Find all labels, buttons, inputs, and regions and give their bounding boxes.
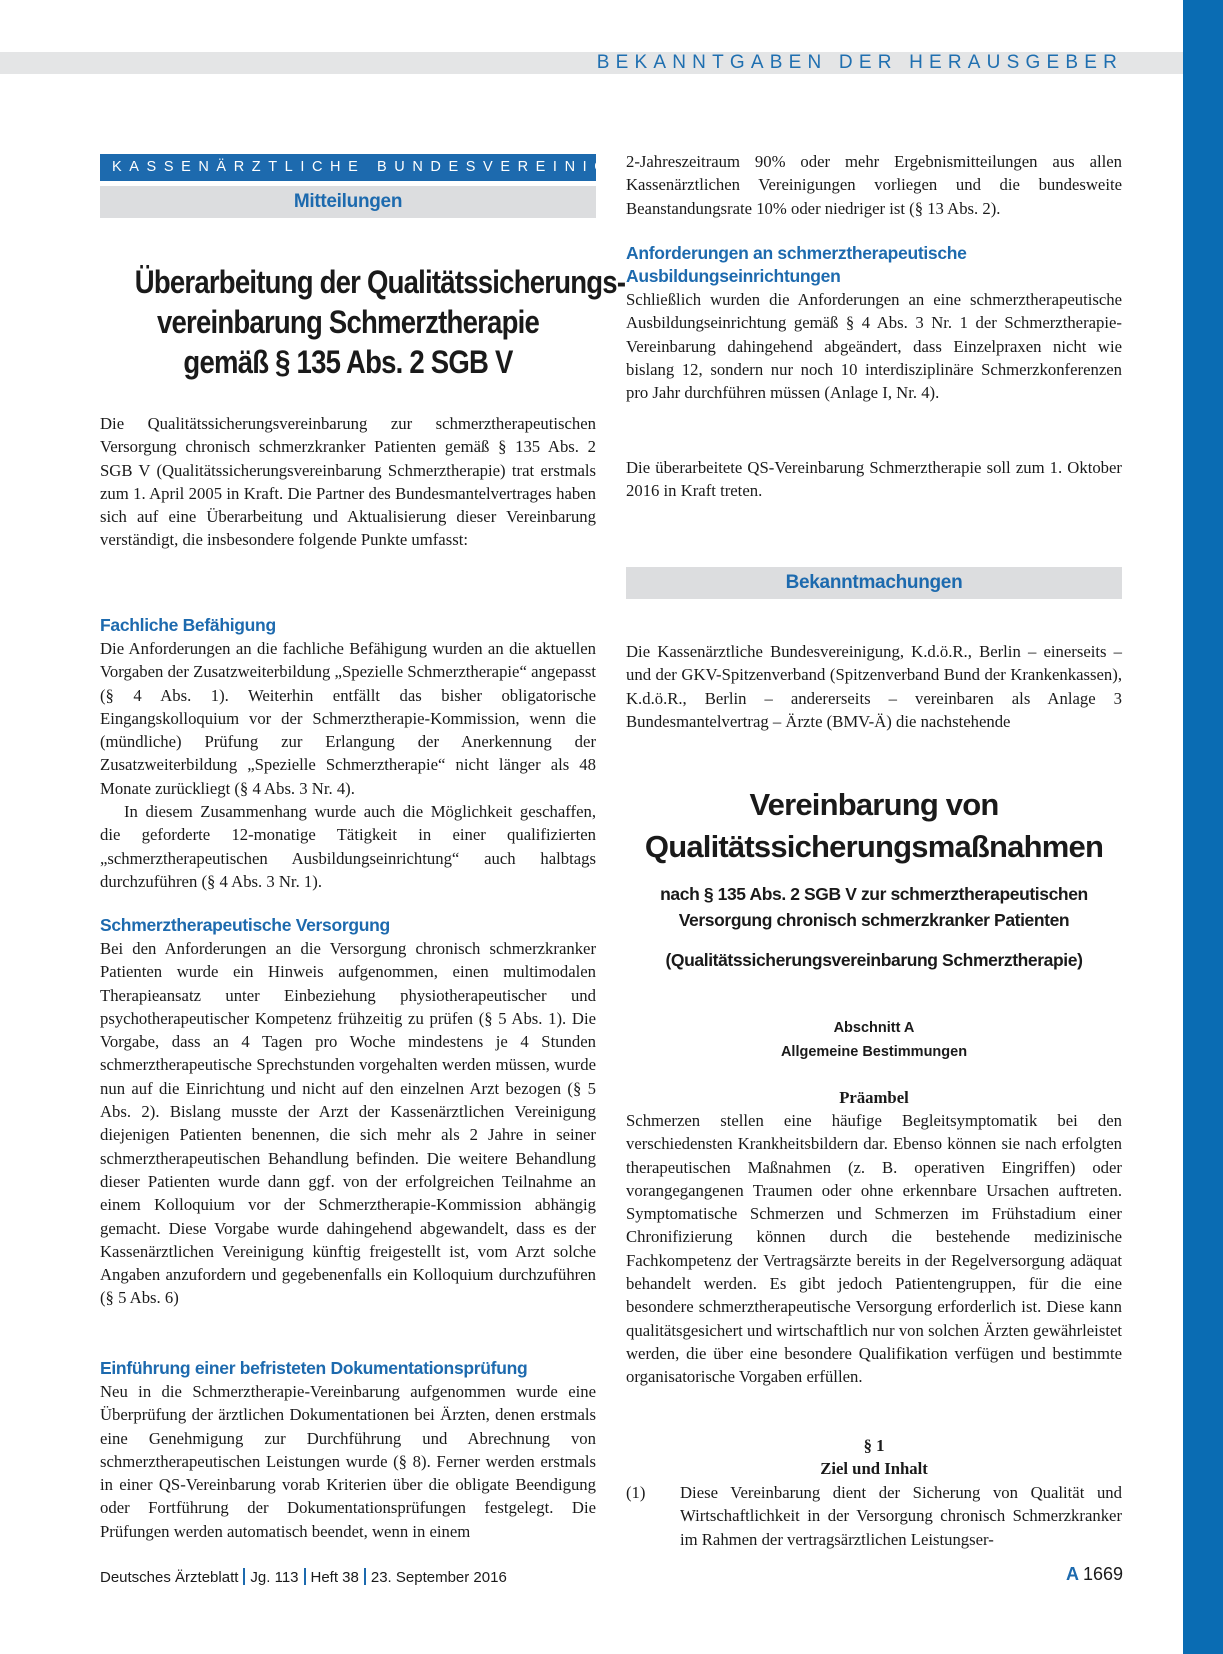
section-title: Allgemeine Bestimmungen: [780, 1044, 968, 1060]
right-accent-bar: [1183, 0, 1223, 1654]
org-label: KASSENÄRZTLICHE BUNDESVEREINIGUNG: [100, 154, 596, 181]
paragraph-preamble: Schmerzen stellen eine häufige Begleitsymptomatik bei den verschiedensten Krankheitsbildern dar. Ebenso können sie nach erfolgten therapeutischen Maßnahmen (z. B. operativen Eingriffen) oder vorangegangenen Traumen oder ohne erkennbare Ursachen auftreten. Symptomatische Schmerzen und Schmerzen im Frühstadium einer Chronifizierung können durch die bestehende medizinische Fachkompetenz der Vertragsärzte bereits in der Regelversorgung adäquat behandelt werden. Es gibt jedoch Patientengruppen, für die eine besondere schmerztherapeutische Versorgung erforderlich ist. Diese kann qualitätsgesichert und wirtschaftlich nur von solchen Ärzten gewährleistet werden, die über eine besondere Qualifikation verfügen und bestimmte organisatorische Vorgaben erfüllen.: [626, 1111, 1122, 1387]
article-title-line: gemäß § 135 Abs. 2 SGB V: [183, 344, 513, 380]
article-title-line: vereinbarung Schmerztherapie: [156, 304, 540, 340]
paragraph-versorgung: Bei den Anforderungen an die Versorgung chronisch schmerzkranker Patienten wurde ein Hinweis aufgenommen, einen multimodalen Therapieansatz unter Einbeziehung physiotherapeutischer und psychotherapeutischer Kompetenz frühzeitig zu prüfen (§ 5 Abs. 1). Die Vorgabe, dass an 4 Tagen pro Woche mindestens je 4 Stunden schmerztherapeutische Sprechstunden vorgehalten werden müssen, wurde nun auf die Einrichtung und nicht auf den einzelnen Arzt bezogen (§ 5 Abs. 2). Bislang musste der Arzt der Kassenärztlichen Vereinigung diejenigen Patienten benennen, die sich mehr als 2 Jahre in seiner schmerztherapeutischen Behandlung befinden. Die weitere Behandlung dieser Patienten wurde dann ggf. von der erfolgreichen Teilnahme an einem Kolloquium vor der Schmerztherapie-Kommission abhängig gemacht. Diese Vorgabe wurde dahingehend abgewandelt, dass es der Kassenärztlichen Vereinigung künftig freigestellt ist, vom Arzt solche Angaben anzufordern und gegebenenfalls ein Kolloquium durchzuführen (§ 5 Abs. 6): [100, 939, 596, 1308]
agreement-title-line: Qualitätssicherungsmaßnahmen: [644, 829, 1104, 864]
paragraph-dokumentationspruefung: Neu in die Schmerztherapie-Vereinbarung aufgenommen wurde eine Überprüfung der ärztlichen Dokumentationen bei Ärzten, denen erstmals eine Genehmigung zur Durchführung und Abrechnung von schmerztherapeutischen Leistungen wurde (§ 8). Ferner werden erstmals in einer QS-Vereinbarung vorab Kriterien über die obligate Beendigung oder Fortführung der Dokumentationsprüfungen festgelegt. Die Prüfungen werden automatisch beendet, wenn in einem: [100, 1382, 596, 1541]
heading-line: Ausbildungseinrichtungen: [626, 266, 841, 286]
list-item-number: (1): [626, 1483, 646, 1502]
article-title-line: Überarbeitung der Qualitätssicherungs-: [134, 264, 626, 300]
paragraph-inkrafttreten: Die überarbeitete QS-Vereinbarung Schmerztherapie soll zum 1. Oktober 2016 in Kraft treten.: [626, 458, 1122, 501]
list-item-text: Diese Vereinbarung dient der Sicherung von Qualität und Wirtschaftlichkeit in der Versorgung chronisch Schmerzkranker im Rahmen der vertragsärztlichen Leistungser-: [680, 1483, 1122, 1549]
heading-fachliche-befaehigung: Fachliche Befähigung: [100, 615, 276, 635]
paragraph-fachliche-befaehigung-1: Die Anforderungen an die fachliche Befähigung wurden an die aktuellen Vorgaben der Zusatzweiterbildung „Spezielle Schmerztherapie“ angepasst (§ 4 Abs. 1). Weiterhin entfällt das bisher obligatorische Eingangskolloquium vor der Schmerztherapie-Kommission, wenn die (mündliche) Prüfung zur Erlangung der Anerkennung der Zusatzweiterbildung „Spezielle Schmerztherapie“ nicht länger als 48 Monate zurückliegt (§ 4 Abs. 3 Nr. 4).: [100, 639, 596, 798]
paragraph-continuation: 2-Jahreszeitraum 90% oder mehr Ergebnismitteilungen aus allen Kassenärztlichen Vereinigungen vorliegen und die bundesweite Beanstandungsrate 10% oder niedriger ist (§ 13 Abs. 2).: [626, 152, 1122, 218]
header-title: BEKANNTGABEN DER HERAUSGEBER: [596, 52, 1123, 73]
agreement-subtitle-line: nach § 135 Abs. 2 SGB V zur schmerztherapeutischen: [660, 884, 1088, 904]
paragraph-sign: § 1: [863, 1436, 885, 1455]
footer-issue: Heft 38: [310, 1569, 359, 1586]
section-number: Abschnitt A: [833, 1020, 915, 1036]
footer-citation: [100, 1568, 507, 1586]
agreement-subtitle-line: Versorgung chronisch schmerzkranker Patienten: [678, 910, 1070, 930]
footer-separator: [304, 1568, 306, 1585]
intro-paragraph: Die Qualitätssicherungsvereinbarung zur schmerztherapeutischen Versorgung chronisch schmerzkranker Patienten gemäß § 135 Abs. 2 SGB V (Qualitätssicherungsvereinbarung Schmerztherapie) trat erstmals zum 1. April 2005 in Kraft. Die Partner des Bundesmantelvertrages haben sich auf eine Überarbeitung und Aktualisierung dieser Vereinbarung verständigt, die insbesondere folgende Punkte umfasst:: [100, 414, 596, 550]
section-label-mitteilungen: Mitteilungen: [100, 186, 596, 218]
heading-line: Anforderungen an schmerztherapeutische: [626, 243, 967, 263]
heading-ausbildungseinrichtungen: [626, 242, 967, 288]
footer-date: 23. September 2016: [370, 1569, 507, 1586]
paragraph-title: Ziel und Inhalt: [820, 1459, 928, 1478]
agreement-title-line: Vereinbarung von: [749, 787, 999, 822]
paragraph-fachliche-befaehigung-2: In diesem Zusammenhang wurde auch die Möglichkeit geschaffen, die geforderte 12-monatige Tätigkeit in einer qualifizierten „schmerztherapeutischen Ausbildungseinrichtung“ auch halbtags durchzuführen (§ 4 Abs. 3 Nr. 1).: [100, 802, 596, 891]
footer-volume: Jg. 113: [250, 1569, 299, 1586]
page-number-value: 1669: [1082, 1564, 1123, 1584]
footer-separator: [364, 1568, 366, 1585]
section-label-bekanntmachungen: Bekanntmachungen: [626, 567, 1122, 599]
preamble-heading: Präambel: [839, 1088, 909, 1107]
page-number: [1066, 1564, 1123, 1585]
page-prefix: A: [1065, 1564, 1079, 1584]
footer-separator: [243, 1568, 245, 1585]
agreement-short-title: (Qualitätssicherungsvereinbarung Schmerztherapie): [665, 950, 1083, 970]
paragraph-ausbildungseinrichtungen: Schließlich wurden die Anforderungen an eine schmerztherapeutische Ausbildungseinrichtung gemäß § 4 Abs. 3 Nr. 1 der Schmerztherapie-Vereinbarung dahingehend abgeändert, dass Einzelpraxen nicht wie bislang 12, sondern nur noch 10 interdisziplinäre Schmerzkonferenzen pro Jahr durchführen müssen (Anlage I, Nr. 4).: [626, 290, 1122, 403]
paragraph-vertragspartner: Die Kassenärztliche Bundesvereinigung, K.d.ö.R., Berlin – einerseits – und der GKV-Spitzenverband (Spitzenverband Bund der Krankenkassen), K.d.ö.R., Berlin – andererseits – vereinbaren als Anlage 3 Bundesmantelvertrag – Ärzte (BMV-Ä) die nachstehende: [626, 642, 1122, 731]
heading-schmerztherapeutische-versorgung: Schmerztherapeutische Versorgung: [100, 915, 390, 935]
footer-journal: Deutsches Ärzteblatt: [100, 1569, 239, 1586]
article-title: [134, 262, 626, 382]
heading-dokumentationspruefung: Einführung einer befristeten Dokumentationsprüfung: [100, 1358, 528, 1378]
